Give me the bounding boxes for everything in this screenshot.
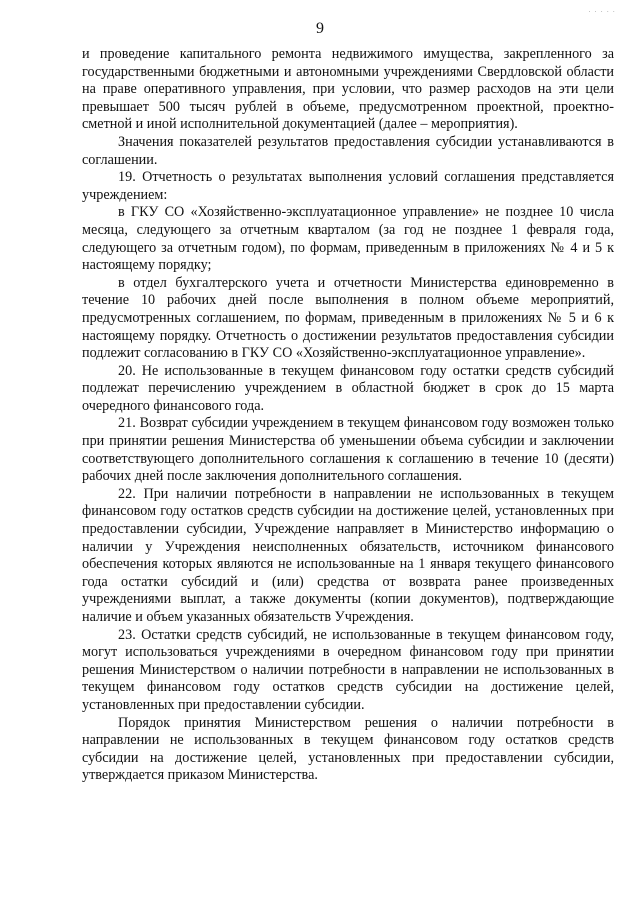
paragraph-indicators: Значения показателей результатов предоставления субсидии устанавливаются в соглашении. [82,133,614,168]
paragraph-19-accounting: в отдел бухгалтерского учета и отчетности Министерства единовременно в течение 10 рабочих дней после выполнения в полном объеме мероприятий, предусмотренных соглашением, по формам, приведенным в приложениях № 5 и 6 к настоящему порядку. Отчетность о достижении результатов предоставления субсидии подлежит согласованию в ГКУ СО «Хозяйственно-эксплуатационное управление». [82,274,614,362]
page-number: 9 [316,20,324,37]
paragraph-22: 22. При наличии потребности в направлении не использованных в текущем финансовом году остатков средств субсидии на достижение целей, установленных при предоставлении субсидии, Учреждение направляет в Министерство информацию о наличии у Учреждения неисполненных обязательств, источником финансового обеспечения которых являются не использованные на 1 января текущего финансового года остатки субсидий и (или) средства от возврата ранее произведенных учреждениями выплат, а также документы (копии документов), подтверждающие наличие и объем указанных обязательств Учреждения. [82,485,614,625]
paragraph-23: 23. Остатки средств субсидий, не использованные в текущем финансовом году, могут использоваться учреждениями в очередном финансовом году при принятии решения Министерством о наличии потребности в направлении не использованных в текущем финансовом году остатков средств субсидии на достижение целей, установленных при предоставлении субсидии. [82,626,614,713]
paragraph-19-gku: в ГКУ СО «Хозяйственно-эксплуатационное управление» не позднее 10 числа месяца, следующего за отчетным кварталом (за год не позднее 1 февраля года, следующего за отчетным годом), по формам, приведенным в приложениях № 4 и 5 к настоящему порядку; [82,204,614,274]
corner-mark: · · · · · [588,8,616,16]
paragraph-20: 20. Не использованные в текущем финансовом году остатки средств субсидий подлежат перечислению учреждением в областной бюджет в срок до 15 марта очередного финансового года. [82,362,614,414]
document-body [82,46,614,785]
paragraph-19: 19. Отчетность о результатах выполнения условий соглашения представляется учреждением: [82,169,614,203]
paragraph-continuation: и проведение капитального ремонта недвижимого имущества, закрепленного за государственными бюджетными и автономными учреждениями Свердловской области на праве оперативного управления, при условии, что размер расходов на эти цели превышает 500 тысяч рублей в объеме, предусмотренном проектной, проектно-сметной и иной исполнительной документацией (далее – мероприятия). [82,46,614,133]
paragraph-21: 21. Возврат субсидии учреждением в текущем финансовом году возможен только при принятии решения Министерства об уменьшении объема субсидии и заключении соответствующего дополнительного соглашения к соглашению в течение 10 (десяти) рабочих дней после заключения дополнительного соглашения. [82,415,614,485]
paragraph-procedure: Порядок принятия Министерством решения о наличии потребности в направлении не использованных в текущем финансовом году остатков средств субсидии на достижение целей, установленных при предоставлении субсидии, утверждается приказом Министерства. [82,714,614,784]
